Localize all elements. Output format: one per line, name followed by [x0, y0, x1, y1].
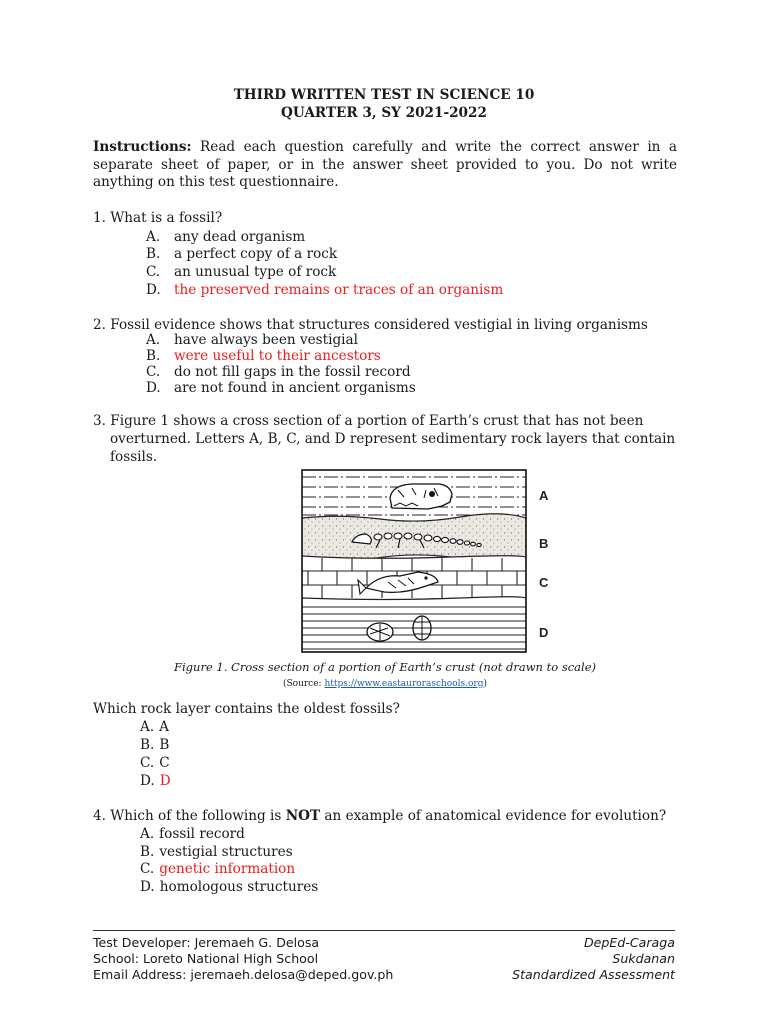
- q4-option-a: A. fossil record: [140, 826, 245, 842]
- test-subtitle: QUARTER 3, SY 2021-2022: [281, 105, 487, 121]
- q4-option-b: B. vestigial structures: [140, 844, 293, 860]
- q2-option-c: C. do not fill gaps in the fossil record: [146, 364, 411, 380]
- q3-answer: D: [159, 773, 171, 789]
- layer-label-a: A: [539, 488, 549, 503]
- instructions-text: Read each question carefully and write the correct answer in a separate sheet of paper, or in the answer sheet provided to you. Do not write anything on this test questionnaire.: [93, 139, 677, 190]
- skull-fossil-icon: [390, 484, 452, 509]
- q1-option-d: D. the preserved remains or traces of an organism: [146, 282, 504, 298]
- rock-layers-figure: [300, 468, 560, 656]
- q4-answer: genetic information: [159, 861, 296, 877]
- source-link[interactable]: https://www.eastauroraschools.org: [324, 679, 484, 689]
- q3-option-d: D. D: [140, 773, 171, 789]
- q3-option-b: B. B: [140, 737, 170, 753]
- q1-option-a: A. any dead organism: [146, 229, 306, 245]
- q3-option-a: A. A: [140, 719, 169, 735]
- figure-source: (Source: https://www.eastauroraschools.org): [282, 679, 487, 689]
- q1-answer: the preserved remains or traces of an organism: [174, 282, 504, 298]
- question-2-stem: 2. Fossil evidence shows that structures considered vestigial in living organisms: [93, 317, 648, 333]
- layer-label-d: D: [539, 625, 549, 640]
- footer-sukdanan: Sukdanan: [612, 951, 675, 966]
- q1-option-c: C. an unusual type of rock: [146, 264, 337, 280]
- instructions: [93, 139, 677, 192]
- q3-option-c: C. C: [140, 755, 170, 771]
- q2-option-d: D. are not found in ancient organisms: [146, 380, 416, 396]
- q4-option-d: D. homologous structures: [140, 879, 319, 895]
- question-1-stem: 1. What is a fossil?: [93, 210, 223, 226]
- question-3-stem-line1: 3. Figure 1 shows a cross section of a portion of Earth’s crust that has not been: [93, 413, 644, 429]
- footer-deped: DepEd-Caraga: [583, 935, 675, 950]
- footer-assessment: Standardized Assessment: [512, 967, 675, 982]
- q2-option-a: A. have always been vestigial: [146, 332, 358, 348]
- question-3-stem-line3: fossils.: [110, 449, 158, 465]
- q1-option-b: B. a perfect copy of a rock: [146, 246, 338, 262]
- layer-label-c: C: [539, 575, 549, 590]
- q2-answer: were useful to their ancestors: [174, 348, 381, 364]
- question-3-prompt: Which rock layer contains the oldest fossils?: [93, 701, 400, 717]
- footer-school: School: Loreto National High School: [93, 951, 319, 966]
- footer-developer: Test Developer: Jeremaeh G. Delosa: [93, 935, 320, 950]
- instructions-label: Instructions:: [93, 139, 192, 155]
- question-3-stem-line2: overturned. Letters A, B, C, and D represent sedimentary rock layers that contain: [110, 431, 676, 447]
- figure-caption: Figure 1. Cross section of a portion of Earth’s crust (not drawn to scale): [174, 660, 596, 674]
- question-4-stem: 4. Which of the following is NOT an example of anatomical evidence for evolution?: [93, 808, 667, 824]
- footer-divider: [93, 930, 675, 931]
- test-title: THIRD WRITTEN TEST IN SCIENCE 10: [233, 87, 535, 103]
- footer-email: Email Address: jeremaeh.delosa@deped.gov.ph: [93, 967, 394, 982]
- layer-label-b: B: [539, 536, 549, 551]
- q2-option-b: B. were useful to their ancestors: [146, 348, 381, 364]
- q4-option-c: C. genetic information: [140, 861, 296, 877]
